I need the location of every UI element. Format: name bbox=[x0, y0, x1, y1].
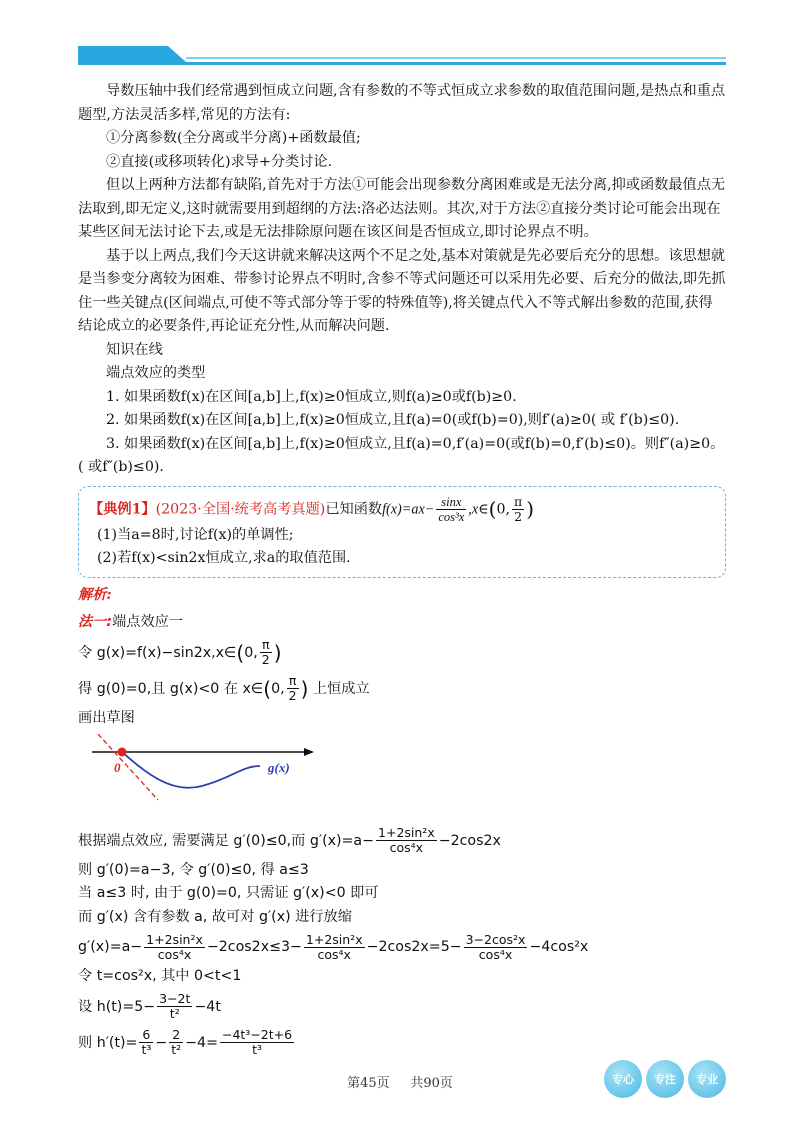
line1-pi: π bbox=[260, 638, 272, 653]
method-2: ②直接(或移项转化)求导+分类讨论. bbox=[106, 153, 333, 170]
line8-n2: 1+2sin²x bbox=[305, 931, 363, 947]
line10-den: t² bbox=[169, 1006, 180, 1021]
line4-text: 根据端点效应, 需要满足 g′(0)≤0,而 g′(x)=a− bbox=[78, 832, 375, 849]
line4-num: 1+2sin²x bbox=[378, 825, 435, 840]
knowledge-item-3: 3. 如果函数f(x)在区间[a,b]上,f(x)≥0恒成立,且f(a)=0,f′(a)=0(或f(b)=0,f′(b)≤0)。则f″(a)≥0。( 或f″(b)≤0). bbox=[78, 435, 725, 475]
line2-text: 得 g(0)=0,且 g(x)<0 在 x∈ bbox=[78, 680, 264, 697]
line2-interval: 0, bbox=[271, 680, 285, 697]
example-frac-den: cos³x bbox=[438, 509, 465, 524]
curve-label: g(x) bbox=[268, 760, 290, 775]
badge-1: 专心 bbox=[604, 1060, 642, 1098]
knowledge-heading: 知识在线 bbox=[106, 341, 163, 358]
example-source: (2023·全国·统考高考真题) bbox=[155, 501, 326, 517]
document-body bbox=[78, 80, 726, 1061]
pi-num: π bbox=[514, 493, 523, 509]
question-1: (1)当a=8时,讨论f(x)的单调性; bbox=[97, 526, 294, 543]
line11-b: − bbox=[155, 1034, 168, 1051]
example-tag: 【典例1】 bbox=[89, 501, 156, 517]
line1-text: 令 g(x)=f(x)−sin2x,x∈ bbox=[78, 644, 237, 661]
line11-n3: −4t³−2t+6 bbox=[221, 1027, 293, 1042]
method-label: 法一: bbox=[78, 614, 113, 630]
solution-line-9: 令 t=cos²x, 其中 0<t<1 bbox=[78, 968, 242, 984]
line8-c: −2cos2x=5− bbox=[366, 939, 462, 955]
knowledge-item-2: 2. 如果函数f(x)在区间[a,b]上,f(x)≥0恒成立,且f(a)=0(或f(b)=0),则f′(a)≥0( 或 f′(b)≤0). bbox=[106, 412, 680, 428]
solution-line-11 bbox=[78, 1025, 726, 1061]
knowledge-item-1: 1. 如果函数f(x)在区间[a,b]上,f(x)≥0恒成立,则f(a)≥0或f(b)≥0. bbox=[106, 388, 517, 405]
origin-point bbox=[118, 748, 127, 757]
line10-a: 设 h(t)=5− bbox=[78, 998, 156, 1015]
solution-line-10 bbox=[78, 989, 726, 1025]
intro-paragraph-1: 导数压轴中我们经常遇到恒成立问题,含有参数的不等式恒成立求参数的取值范围问题,是热点和重点题型,方法灵活多样,常见的方法有: bbox=[78, 83, 726, 123]
pi-den: 2 bbox=[514, 508, 523, 524]
line11-n2: 2 bbox=[169, 1028, 183, 1043]
line8-n1: 1+2sin²x bbox=[146, 931, 203, 947]
intro-paragraph-2: 但以上两种方法都有缺陷,首先对于方法①可能会出现参数分离困难或是无法分离,抑或函数最值点无法取到,即无定义,这时就需要用到超纲的方法:洛必达法则。其次,对于方法②直接分类讨论可能会出现在某些区间无法讨论下去,或是无法排除原问题在该区间是否恒成立,即讨论界点不明。 bbox=[78, 177, 726, 240]
question-2: (2)若f(x)<sin2x恒成立,求a的取值范围. bbox=[97, 550, 351, 566]
solution-line-8 bbox=[78, 929, 726, 965]
badge-3: 专业 bbox=[688, 1060, 726, 1098]
line8-d: −4cos²x bbox=[529, 939, 589, 955]
example-function: f(x)=ax− bbox=[382, 501, 435, 517]
line8-b: −2cos2x≤3− bbox=[206, 939, 302, 955]
solution-line-4 bbox=[78, 823, 726, 859]
line11-d3: t³ bbox=[252, 1042, 262, 1057]
line8-d1: cos⁴x bbox=[157, 946, 192, 962]
line8-d2: cos⁴x bbox=[317, 946, 351, 962]
pi-over-two bbox=[512, 495, 524, 524]
line10-b: −4t bbox=[194, 998, 221, 1015]
example-fraction bbox=[436, 495, 466, 524]
line10-num: 3−2t bbox=[159, 991, 191, 1006]
intro-paragraph-3: 基于以上两点,我们今天这讲就来解决这两个不足之处,基本对策就是先必要后充分的思想。该思想就是当参变分离较为困难、带参讨论界点不明时,含参不等式问题还可以采用先必要、后充分的做法,即先抓住一些关键点(区间端点,可使不等式部分等于零的特殊值等),将关键点代入不等式解出参数的范围,获得结论成立的必要条件,再论证充分性,从而解决问题. bbox=[78, 247, 726, 334]
solution-line-5: 则 g′(0)=a−3, 令 g′(0)≤0, 得 a≤3 bbox=[78, 861, 309, 878]
page-total: 共90页 bbox=[410, 1076, 453, 1091]
line2-two: 2 bbox=[288, 688, 297, 703]
line1-two: 2 bbox=[261, 652, 270, 667]
solution-line-7: 而 g′(x) 含有参数 a, 故可对 g′(x) 进行放缩 bbox=[78, 908, 352, 925]
example-interval: 0, bbox=[496, 501, 511, 517]
page-number: 第45页 bbox=[347, 1076, 390, 1091]
line4-tail: −2cos2x bbox=[438, 832, 501, 849]
solution-line-3: 画出草图 bbox=[78, 709, 135, 726]
example-stem: 【典例1】(2023·全国·统考高考真题)已知函数f(x)=ax− $\frac{\sin x}{\text{cos³x}}$ ,x∈(0, $\frac{\pi}{2}$ ) bbox=[89, 493, 535, 524]
line8-a: g′(x)=a− bbox=[78, 939, 143, 955]
line2-tail: 上恒成立 bbox=[308, 680, 370, 697]
line11-d1: t³ bbox=[141, 1042, 152, 1057]
solution-line-2: 得 g(0)=0,且 g(x)<0 在 x∈(0, $\frac{\pi}{2}$ ) 上恒成立 bbox=[78, 673, 370, 703]
badge-2: 专注 bbox=[646, 1060, 684, 1098]
line11-d2: t² bbox=[171, 1042, 182, 1057]
method-1: ①分离参数(全分离或半分离)+函数最值; bbox=[106, 130, 361, 146]
solution-line-1: 令 g(x)=f(x)−sin2x,x∈(0, $\frac{\pi}{2}$ ) bbox=[78, 637, 282, 667]
method-name: 端点效应一 bbox=[112, 614, 184, 630]
header-banner bbox=[78, 46, 726, 68]
line8-d3: cos⁴x bbox=[478, 946, 513, 962]
example-box bbox=[78, 486, 726, 578]
line4-den: cos⁴x bbox=[389, 840, 424, 855]
line11-c: −4= bbox=[185, 1034, 218, 1051]
footer-badges bbox=[604, 1060, 726, 1098]
example-domain: ,x∈ bbox=[468, 501, 489, 517]
line11-a: 则 h′(t)= bbox=[78, 1034, 138, 1051]
solution-label: 解析: bbox=[78, 586, 112, 603]
knowledge-subheading: 端点效应的类型 bbox=[106, 365, 206, 381]
origin-label: 0 bbox=[114, 760, 121, 775]
line11-n1: 6 bbox=[139, 1028, 153, 1043]
line2-pi: π bbox=[287, 674, 299, 689]
example-stem-text: 已知函数 bbox=[325, 501, 383, 517]
axis-arrow bbox=[304, 748, 314, 756]
example-frac-num: sinx bbox=[436, 495, 466, 510]
solution-line-6: 当 a≤3 时, 由于 g(0)=0, 只需证 g′(x)<0 即可 bbox=[78, 885, 379, 901]
line8-n3: 3−2cos²x bbox=[465, 931, 526, 947]
line1-interval: 0, bbox=[244, 644, 258, 661]
sketch-graph bbox=[92, 734, 322, 810]
tangent-line bbox=[98, 734, 158, 800]
